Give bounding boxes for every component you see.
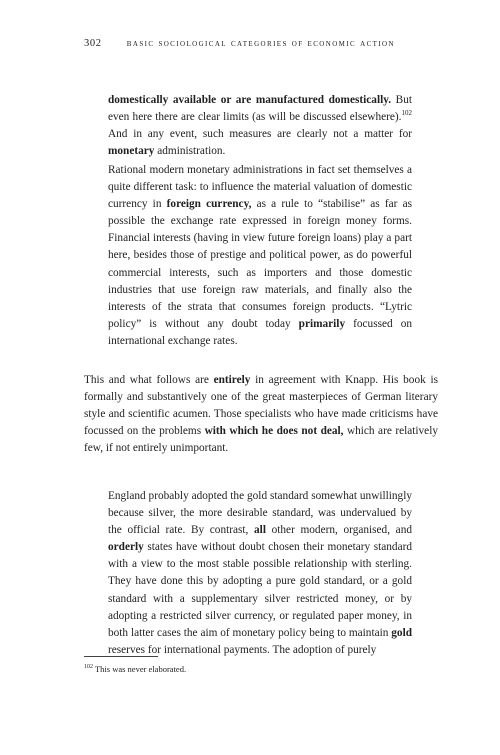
bold-phrase: domestically available or are manufactured domestically. bbox=[108, 94, 392, 106]
footnote-number: 102 bbox=[84, 664, 93, 671]
paragraph-2 bbox=[108, 162, 412, 350]
bold-phrase: monetary bbox=[108, 145, 155, 158]
paragraph-text: in agreement with Knapp. His book is formally and substantively one of the great masterpieces of German literary style and scientific acumen. Those specialists who have made criticisms have focussed on the problems bbox=[84, 374, 438, 438]
paragraph-4 bbox=[108, 488, 412, 659]
running-head bbox=[84, 38, 438, 49]
paragraph-text: states have without doubt chosen their monetary standard with a view to the most stable possible relationship with sterling. They have done this by adopting a pure gold standard, or a gold standard with a supplementary silver restricted money, or by adopting a restricted silver currency, or regulated paper money, in both latter cases the aim of monetary policy being to maintain bbox=[108, 541, 412, 639]
paragraph-text: administration. bbox=[154, 145, 226, 158]
paragraph-text: And in any event, such measures are clearly not a matter for bbox=[108, 128, 412, 141]
bold-phrase: foreign currency, bbox=[166, 198, 252, 211]
bold-phrase: primarily bbox=[298, 317, 346, 330]
paragraph-text: reserves for international payments. The adoption of purely bbox=[108, 643, 377, 656]
footnote-reference[interactable]: 102 bbox=[401, 109, 412, 118]
paragraph-text: Rational modern monetary administrations in fact set themselves a quite different task: to influence the material valuation of domestic currency in bbox=[108, 164, 412, 211]
bold-phrase: gold bbox=[391, 626, 412, 639]
paragraph-3 bbox=[84, 372, 438, 457]
paragraph-text: focussed on international exchange rates. bbox=[108, 317, 412, 347]
bold-phrase: entirely bbox=[213, 374, 251, 386]
bold-phrase: all bbox=[254, 524, 266, 537]
footnote-divider bbox=[84, 656, 158, 657]
bold-phrase: orderly bbox=[108, 541, 144, 554]
footnote bbox=[84, 664, 186, 675]
bold-phrase: with which he does not deal, bbox=[204, 425, 344, 438]
paragraph-text: But even here there are clear limits (as will be discussed elsewhere). bbox=[108, 94, 412, 124]
paragraph-text: England probably adopted the gold standard somewhat unwillingly because silver, the more desirable standard, was undervalued by the official rate. By contrast, bbox=[108, 490, 412, 537]
paragraph-text: as a rule to “stabilise” as far as possible the exchange rate expressed in foreign money forms. Financial interests (having in view future foreign loans) play a part here, besides those of prestige and political power, as do powerful commercial interests, such as importers and those domestic industries that use foreign raw materials, and finally also the interests of the strata that consumes foreign products. “Lytric policy” is without any doubt today bbox=[108, 198, 412, 330]
paragraph-text: which are relatively few, if not entirely unimportant. bbox=[84, 425, 438, 455]
page-number: 302 bbox=[84, 38, 102, 49]
paragraph-1 bbox=[108, 92, 412, 160]
paragraph-text: This and what follows are bbox=[84, 374, 214, 386]
footnote-text: This was never elaborated. bbox=[93, 664, 187, 674]
running-title: basic sociological categories of economic action bbox=[126, 38, 395, 49]
paragraph-text: other modern, organised, and bbox=[265, 524, 412, 537]
